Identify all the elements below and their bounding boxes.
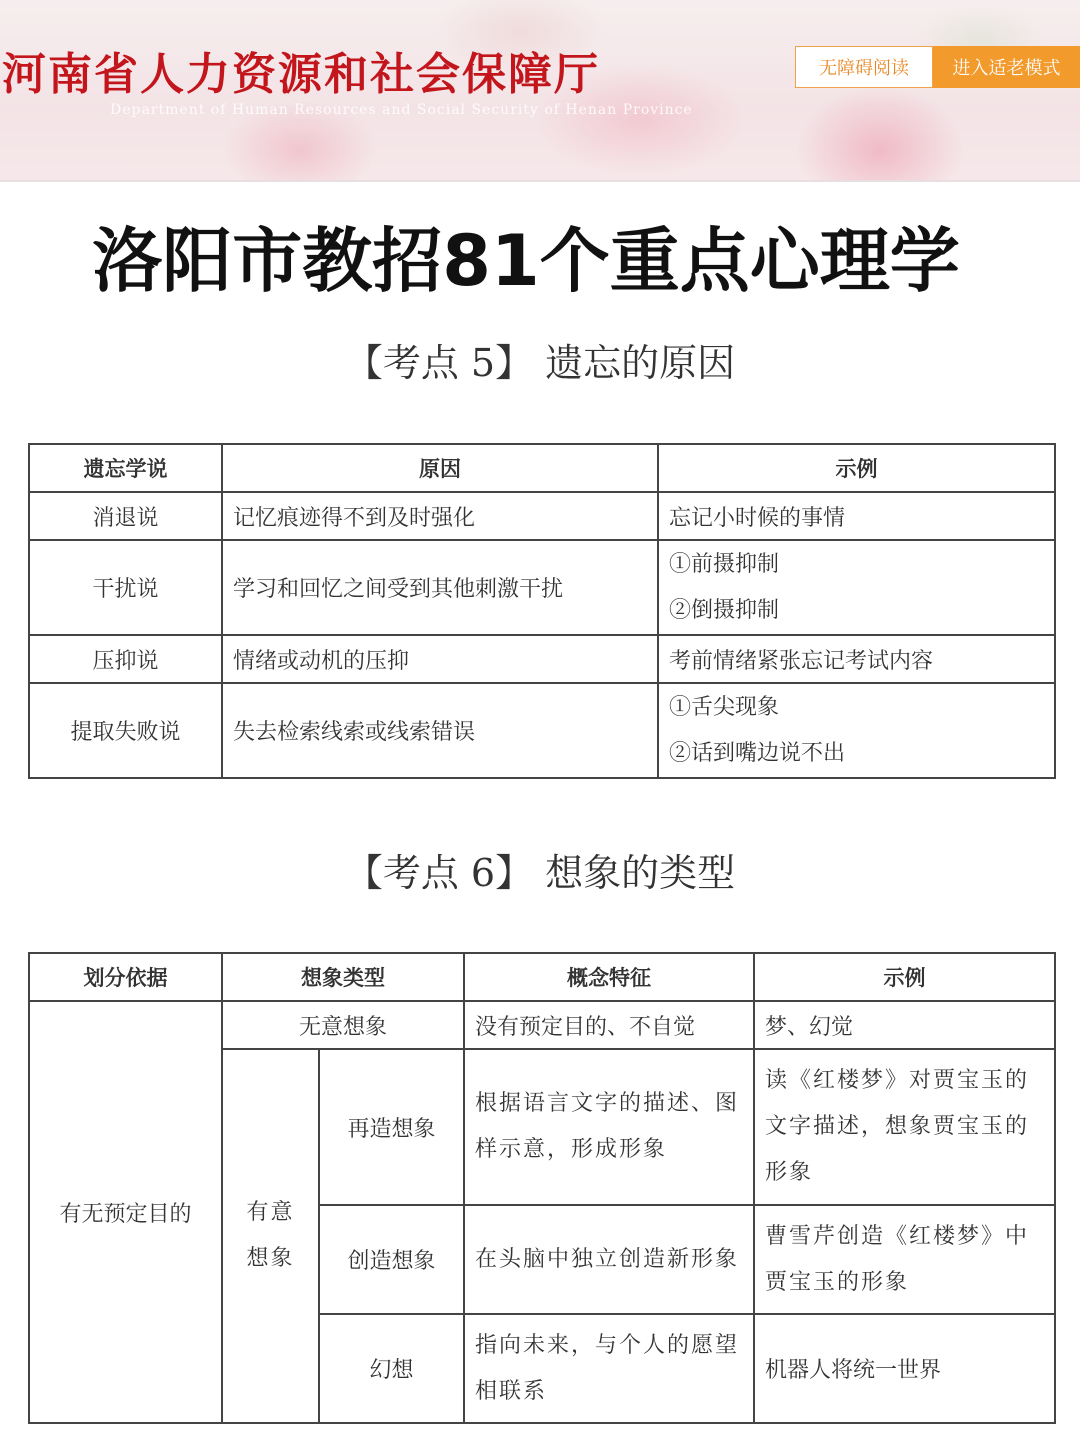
- table-row: [29, 635, 1055, 683]
- table-header-row: [29, 953, 1055, 1001]
- table-row: [29, 683, 1055, 778]
- column-header: 原因: [222, 444, 658, 492]
- example-cell: 读《红楼梦》对贾宝玉的文字描述，想象贾宝玉的形象: [754, 1049, 1055, 1205]
- example-cell: 机器人将统一世界: [754, 1314, 1055, 1423]
- theory-cell: 提取失败说: [29, 683, 222, 778]
- intentional-label-cell: 有意想象: [222, 1049, 319, 1423]
- cause-cell: 记忆痕迹得不到及时强化: [222, 492, 658, 540]
- column-header: 想象类型: [222, 953, 464, 1001]
- example-item: ②倒摄抑制: [669, 597, 780, 623]
- header-banner: [0, 0, 1080, 182]
- imagination-types-table: [28, 952, 1056, 1424]
- site-subtitle: Department of Human Resources and Social Security of Henan Province: [110, 102, 693, 118]
- feature-cell: 没有预定目的、不自觉: [464, 1001, 754, 1049]
- column-header: 概念特征: [464, 953, 754, 1001]
- theory-cell: 消退说: [29, 492, 222, 540]
- example-cell: 梦、幻觉: [754, 1001, 1055, 1049]
- feature-cell: 指向未来，与个人的愿望相联系: [464, 1314, 754, 1423]
- elder-mode-button[interactable]: 进入适老模式: [933, 46, 1080, 88]
- type-cell: 创造想象: [319, 1205, 464, 1314]
- accessible-reading-button[interactable]: 无障碍阅读: [795, 46, 933, 88]
- section-6-title: 【考点 6】 想象的类型: [344, 851, 736, 895]
- forgetting-causes-table: [28, 443, 1056, 779]
- column-header: 示例: [754, 953, 1055, 1001]
- column-header: 示例: [658, 444, 1055, 492]
- feature-cell: 在头脑中独立创造新形象: [464, 1205, 754, 1314]
- example-cell: 忘记小时候的事情: [658, 492, 1055, 540]
- column-header: 划分依据: [29, 953, 222, 1001]
- example-item: ①舌尖现象: [669, 694, 780, 720]
- feature-cell: 根据语言文字的描述、图样示意，形成形象: [464, 1049, 754, 1205]
- example-item: ①前摄抑制: [669, 551, 780, 577]
- table-header-row: [29, 444, 1055, 492]
- example-cell: [658, 540, 1055, 635]
- type-cell: 无意想象: [222, 1001, 464, 1049]
- site-title[interactable]: 河南省人力资源和社会保障厅: [2, 49, 600, 100]
- cause-cell: 失去检索线索或线索错误: [222, 683, 658, 778]
- theory-cell: 压抑说: [29, 635, 222, 683]
- type-cell: 幻想: [319, 1314, 464, 1423]
- table-row: [29, 540, 1055, 635]
- example-cell: [658, 683, 1055, 778]
- page-title: 洛阳市教招81个重点心理学: [92, 220, 960, 302]
- table-row: [29, 492, 1055, 540]
- column-header: 遗忘学说: [29, 444, 222, 492]
- cause-cell: 情绪或动机的压抑: [222, 635, 658, 683]
- type-cell: 再造想象: [319, 1049, 464, 1205]
- example-cell: 曹雪芹创造《红楼梦》中贾宝玉的形象: [754, 1205, 1055, 1314]
- example-cell: 考前情绪紧张忘记考试内容: [658, 635, 1055, 683]
- example-item: ②话到嘴边说不出: [669, 740, 846, 766]
- section-5-title: 【考点 5】 遗忘的原因: [344, 341, 736, 385]
- basis-cell: 有无预定目的: [29, 1001, 222, 1423]
- table-row: [29, 1001, 1055, 1049]
- theory-cell: 干扰说: [29, 540, 222, 635]
- cause-cell: 学习和回忆之间受到其他刺激干扰: [222, 540, 658, 635]
